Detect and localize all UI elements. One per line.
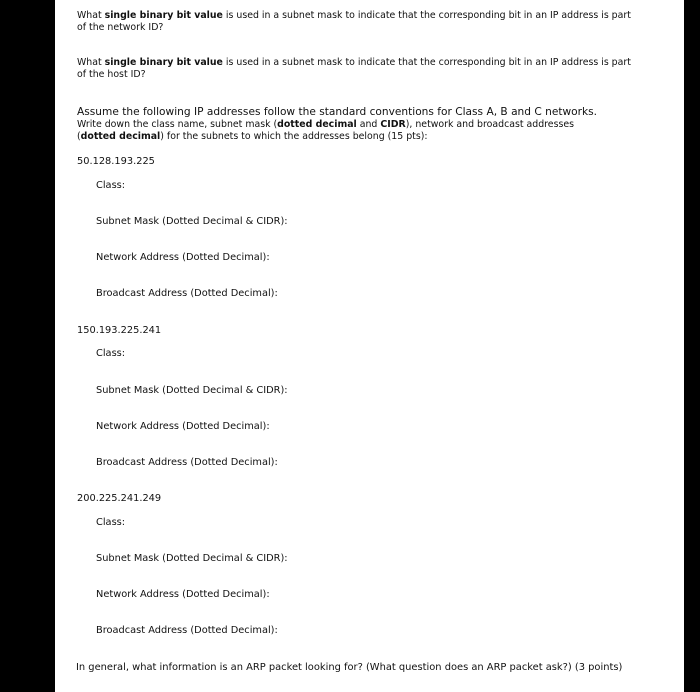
- assignment-instructions: [77, 106, 652, 144]
- assignment-line-2: [77, 119, 652, 132]
- instruction-emphasis: dotted decimal: [80, 131, 161, 142]
- subnet-mask-label: Subnet Mask (Dotted Decimal & CIDR):: [96, 553, 288, 564]
- ip-address-3: 200.225.241.249: [77, 493, 162, 504]
- instruction-emphasis: dotted decimal: [277, 118, 357, 130]
- question-text: What: [77, 57, 105, 68]
- arp-question: In general, what information is an ARP packet looking for? (What question does an ARP packet ask?) (3 points): [76, 662, 623, 673]
- assignment-line-1: Assume the following IP addresses follow the standard conventions for Class A, B and C networks.: [77, 106, 598, 118]
- broadcast-address-label: Broadcast Address (Dotted Decimal):: [96, 288, 278, 299]
- assignment-line-3: [77, 131, 652, 144]
- instruction-text: ), network and broadcast addresses: [405, 118, 574, 130]
- class-label: Class:: [96, 517, 126, 528]
- network-address-label: Network Address (Dotted Decimal):: [96, 421, 270, 432]
- network-address-label: Network Address (Dotted Decimal):: [96, 589, 270, 600]
- instruction-text: Write down the class name, subnet mask (: [77, 118, 278, 130]
- question-text: is used in a subnet mask to indicate that the corresponding bit in an IP address is part of the network ID?: [77, 10, 631, 33]
- document-page: [55, 0, 684, 692]
- instruction-emphasis: CIDR: [380, 118, 406, 130]
- question-network-bit: [77, 10, 637, 33]
- subnet-mask-label: Subnet Mask (Dotted Decimal & CIDR):: [96, 216, 288, 227]
- class-label: Class:: [96, 348, 126, 359]
- question-text: What: [77, 10, 105, 21]
- instruction-text: (: [77, 131, 81, 142]
- ip-address-2: 150.193.225.241: [77, 325, 162, 336]
- question-host-bit: [77, 57, 637, 80]
- instruction-text: and: [356, 118, 381, 130]
- question-emphasis: single binary bit value: [104, 57, 223, 68]
- broadcast-address-label: Broadcast Address (Dotted Decimal):: [96, 625, 278, 636]
- question-text: is used in a subnet mask to indicate that the corresponding bit in an IP address is part of the host ID?: [77, 57, 631, 80]
- class-label: Class:: [96, 180, 126, 191]
- instruction-text: ) for the subnets to which the addresses belong (15 pts):: [160, 131, 428, 142]
- question-emphasis: single binary bit value: [104, 10, 223, 21]
- broadcast-address-label: Broadcast Address (Dotted Decimal):: [96, 457, 278, 468]
- network-address-label: Network Address (Dotted Decimal):: [96, 252, 270, 263]
- ip-address-1: 50.128.193.225: [77, 156, 155, 167]
- subnet-mask-label: Subnet Mask (Dotted Decimal & CIDR):: [96, 385, 288, 396]
